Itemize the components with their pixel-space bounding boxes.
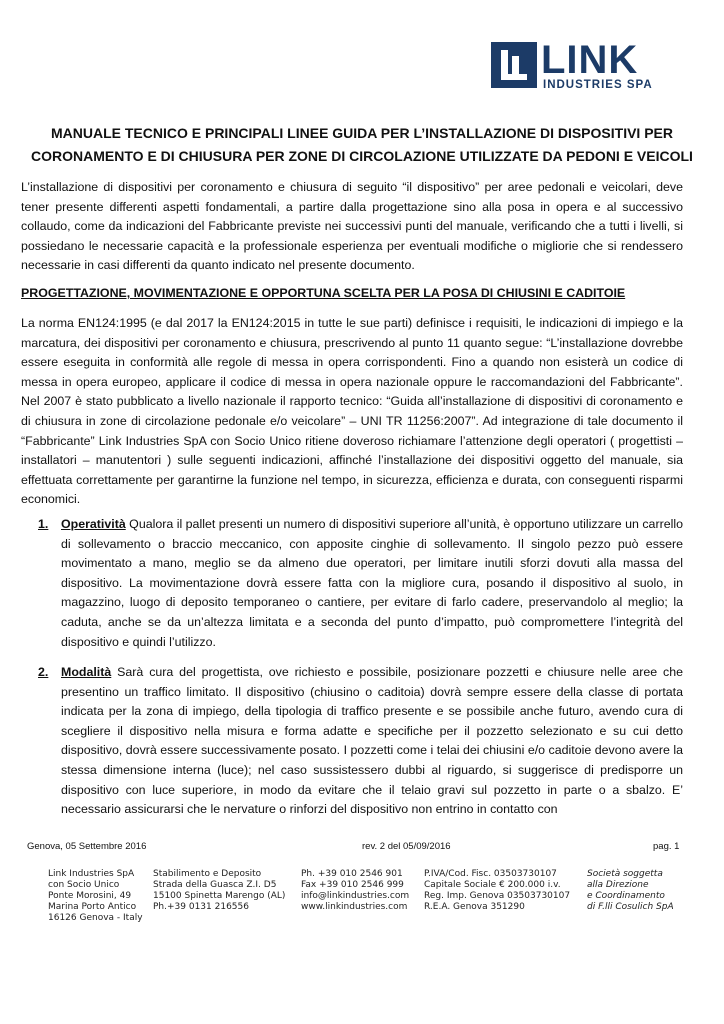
norma-paragraph: La norma EN124:1995 (e dal 2017 la EN124:2015 in tutte le sue parti) definisce i requisiti, le indicazioni di impiego e la marcatura, dei dispositivi per coronamento e chiusura, prescrivendo al punto 11 quanto segue: “L’installazione dovrebbe essere eseguita in conformità alle regole di messa in opera corrispondenti. Fino a quando non esisterà un codice di messa in opera europeo, applicare il codice di messa in opera nazionale oppure le raccomandazioni del Fabbricante”. Nel 2007 è stato pubblicato a livello nazionale il rapporto tecnico: “Guida all’installazione di dispositivi di coronamento e di chiusura in zone di circolazione pedonale e/o veicolare” – UNI TR 11256:2007”. Ad integrazione di tale documento il “Fabbricante” Link Industries SpA con Socio Unico ritiene doveroso richiamare l’attenzione degli operatori ( progettisti – installatori – manutentori ) sulle seguenti indicazioni, affinché l’installazione dei dispositivi oggetto del manuale, sia effettuata correttamente per garantirne la funzione nel tempo, in sicurezza, efficienza e durata, con conseguenti risparmi economici. [21, 316, 683, 507]
document-title: MANUALE TECNICO E PRINCIPALI LINEE GUIDA PER L’INSTALLAZIONE DI DISPOSITIVI PER CORONAMENTO E DI CHIUSURA PER ZONE DI CIRCOLAZIONE UTILIZZATE DA PEDONI E VEICOLI [31, 125, 693, 164]
list-item-text: Qualora il pallet presenti un numero di dispositivi superiore all’unità, è opportuno utilizzare un carrello di sollevamento o braccio meccanico, con apposite cinghie di sollevamento. Il singolo pezzo può essere movimentato a mano, meglio se da almeno due operatori, per limitare inutili sforzi dovuti alla massa del dispositivo. La movimentazione dovrà essere fatta con la migliore cura, posando il dispositivo al suolo, in magazzino, luogo di deposito temporaneo o cantiere, per evitare di farlo cadere, preservandolo al meglio; la caduta, anche se da un’altezza limitata e a seconda del punto d’impatto, può compromettere l’integrità del dispositivo e quindi l’utilizzo. [61, 517, 683, 649]
address-fiscal: P.IVA/Cod. Fisc. 03503730107 Capitale Sociale € 200.000 i.v. Reg. Imp. Genova 03503730107 R.E.A. Genova 351290 [424, 869, 571, 912]
address-contacts: Ph. +39 010 2546 901 Fax +39 010 2546 999 info@linkindustries.com www.linkindustries.com [301, 869, 410, 912]
logo-subtitle: INDUSTRIES SPA [543, 79, 653, 91]
logo-word: LINK [541, 38, 639, 82]
address-plant: Stabilimento e Deposito Strada della Guasca Z.I. D5 15100 Spinetta Marengo (AL) Ph.+39 0131 216556 [153, 869, 286, 912]
section-heading: PROGETTAZIONE, MOVIMENTAZIONE E OPPORTUNA SCELTA PER LA POSA DI CHIUSINI E CADITOIE [21, 286, 626, 300]
list-item-operativita [38, 515, 683, 652]
logo-icon [491, 42, 537, 88]
list-item-number: 1. [38, 517, 49, 531]
intro-paragraph: L’installazione di dispositivi per coronamento e chiusura di seguito “il dispositivo” per aree pedonali e veicolari, deve tener presente differenti aspetti fondamentali, a partire dalla progettazione sino alla posa in opera e al successivo collaudo, come da indicazioni del Fabbricante previste nei successivi punti del manuale, verificando che a tutti i livelli, si possiedano le necessarie capacità e la professionale esperienza per eventuali modifiche o migliorie che si rendessero necessarie in casi differenti da quanto indicato nel presente documento. [21, 180, 683, 273]
footer-page-number: pag. 1 [653, 841, 680, 852]
footer-revision: rev. 2 del 05/09/2016 [362, 841, 451, 852]
address-company: Link Industries SpA con Socio Unico Ponte Morosini, 49 Marina Porto Antico 16126 Genova - Italy [48, 869, 143, 923]
footer-place-date: Genova, 05 Settembre 2016 [27, 841, 147, 852]
list-item-text: Sarà cura del progettista, ove richiesto e possibile, posizionare pozzetti e chiusure nelle aree che presentino un traffico limitato. Il dispositivo (chiusino o caditoia) dovrà sempre essere della classe di portata indicata per la zona di impiego, della tipologia di traffico presente e se possibile anche futuro, avendo cura di scegliere il dispositivo nella misura e forma adatte e specifiche per il pozzetto selezionato e su cui detto dispositivo, dovrà essere successivamente posato. I pozzetti come i telai dei chiusini e/o caditoie devono avere la stessa dimensione interna (luce); nel caso sussistessero dubbi al riguardo, si suggerisce di predisporre un dispositivo con luce superiore, in modo da evitare che il telaio gravi sul pozzetto in parte o a sbalzo. E’ necessario assicurarsi che le nervature o rinforzi del dispositivo non entrino in contatto con [61, 665, 683, 817]
list-item-title: Modalità [61, 665, 112, 679]
address-direction: Società soggetta alla Direzione e Coordinamento di F.lli Cosulich SpA [587, 869, 674, 912]
list-item-modalita [38, 663, 683, 820]
list-item-number: 2. [38, 665, 49, 679]
list-item-title: Operatività [61, 517, 126, 531]
company-logo [491, 38, 681, 94]
